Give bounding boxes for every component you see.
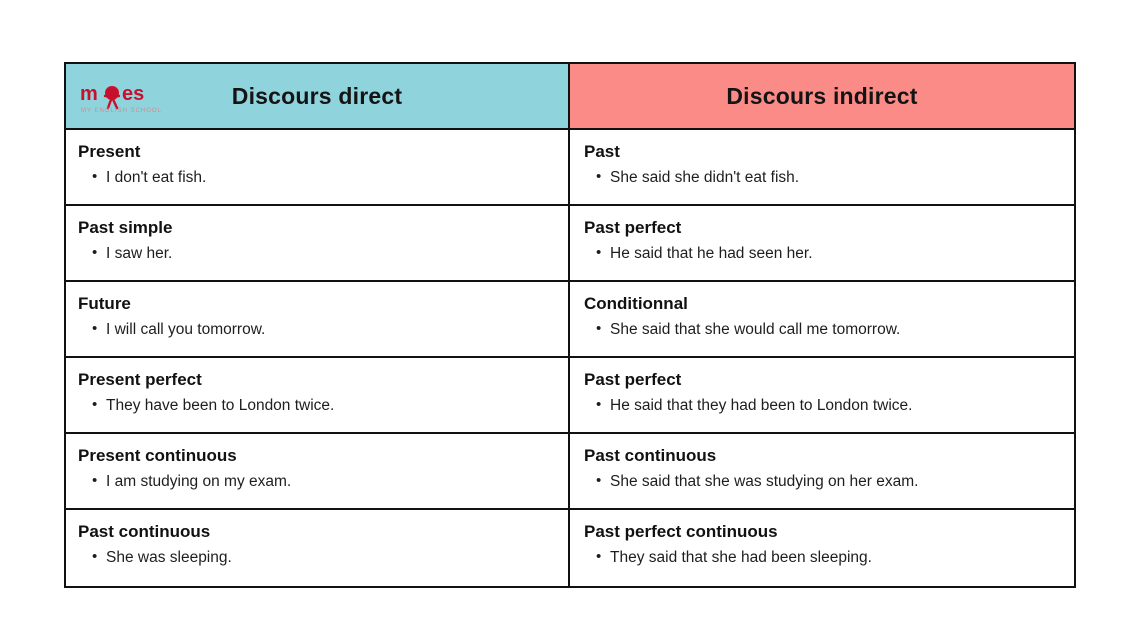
- table-row: [66, 358, 1074, 434]
- tense-name: Present perfect: [78, 370, 202, 389]
- cell-direct: [66, 130, 570, 206]
- tense-name: Present: [78, 142, 141, 161]
- cell-indirect: [570, 510, 1074, 586]
- example-item: • She said that she would call me tomorrow.: [610, 320, 1060, 341]
- svg-text:m: m: [80, 83, 98, 105]
- example-list: [582, 320, 1060, 341]
- example-list: [78, 548, 554, 569]
- tense-name: Past perfect continuous: [584, 522, 778, 541]
- header-title-direct: Discours direct: [231, 82, 403, 109]
- reported-speech-table: [64, 62, 1076, 588]
- cell-indirect: [570, 130, 1074, 206]
- example-list: [78, 396, 554, 417]
- example-list: [78, 168, 554, 189]
- cell-direct: [66, 282, 570, 358]
- cell-direct: [66, 358, 570, 434]
- cell-direct: [66, 434, 570, 510]
- example-list: [582, 548, 1060, 569]
- example-list: [582, 396, 1060, 417]
- tense-name: Present continuous: [78, 446, 237, 465]
- example-list: [78, 244, 554, 265]
- table-row: [66, 206, 1074, 282]
- tense-name: Past perfect: [584, 218, 682, 237]
- tense-name: Past: [584, 142, 620, 161]
- tense-name: Conditionnal: [584, 294, 688, 313]
- example-list: [78, 472, 554, 493]
- example-item: • She was sleeping.: [106, 548, 554, 569]
- cell-indirect: [570, 206, 1074, 282]
- example-item: • I am studying on my exam.: [106, 472, 554, 493]
- cell-indirect: [570, 434, 1074, 510]
- example-item: • He said that he had seen her.: [610, 244, 1060, 265]
- header-cell-direct: [66, 64, 570, 130]
- header-cell-indirect: [570, 64, 1074, 130]
- example-item: • She said that she was studying on her exam.: [610, 472, 1060, 493]
- cell-indirect: [570, 282, 1074, 358]
- header-title-indirect: Discours indirect: [726, 82, 918, 109]
- cell-direct: [66, 510, 570, 586]
- example-item: • They said that she had been sleeping.: [610, 548, 1060, 569]
- example-list: [582, 168, 1060, 189]
- cell-direct: [66, 206, 570, 282]
- example-item: • I will call you tomorrow.: [106, 320, 554, 341]
- example-list: [582, 472, 1060, 493]
- table-row: [66, 130, 1074, 206]
- example-list: [582, 244, 1060, 265]
- tense-name: Past continuous: [78, 522, 211, 541]
- example-item: • I saw her.: [106, 244, 554, 265]
- svg-text:es: es: [122, 83, 145, 105]
- example-item: • They have been to London twice.: [106, 396, 554, 417]
- tense-name: Past continuous: [584, 446, 717, 465]
- table-row: [66, 510, 1074, 586]
- example-list: [78, 320, 554, 341]
- example-item: • He said that they had been to London twice.: [610, 396, 1060, 417]
- svg-text:MY ENGLISH SCHOOL: MY ENGLISH SCHOOL: [81, 108, 162, 114]
- tense-name: Past perfect: [584, 370, 682, 389]
- table-header-row: [66, 64, 1074, 130]
- cell-indirect: [570, 358, 1074, 434]
- example-item: • She said she didn't eat fish.: [610, 168, 1060, 189]
- table-row: [66, 282, 1074, 358]
- tense-name: Future: [78, 294, 131, 313]
- table-row: [66, 434, 1074, 510]
- myes-logo-icon: [78, 78, 182, 118]
- example-item: • I don't eat fish.: [106, 168, 554, 189]
- tense-name: Past simple: [78, 218, 173, 237]
